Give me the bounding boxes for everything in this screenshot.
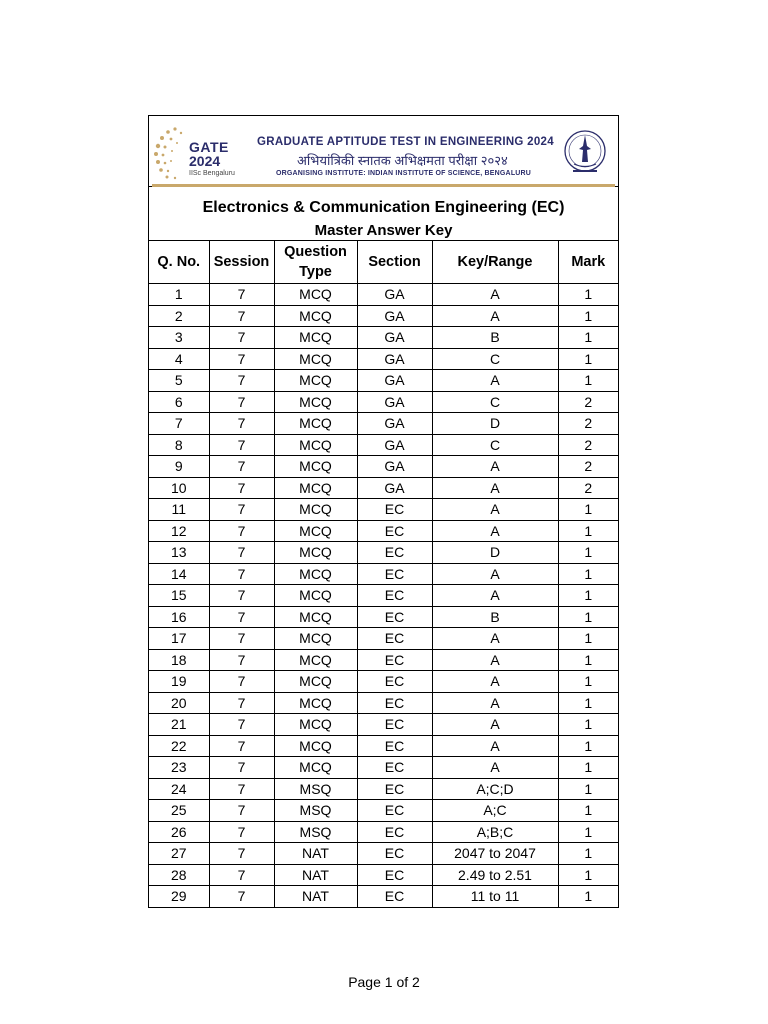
table-cell: A (432, 757, 558, 779)
table-cell: 16 (149, 606, 209, 628)
header-banner (149, 116, 618, 187)
table-cell: GA (357, 456, 432, 478)
column-header: Mark (558, 241, 618, 284)
organising-institute: ORGANISING INSTITUTE: INDIAN INSTITUTE OF SCIENCE, BENGALURU (276, 170, 532, 177)
table-cell: 7 (209, 692, 274, 714)
table-cell: 7 (149, 413, 209, 435)
table-row (149, 735, 618, 757)
table-cell: 1 (558, 864, 618, 886)
table-cell: A (432, 499, 558, 521)
table-cell: 7 (209, 843, 274, 865)
table-cell: EC (357, 606, 432, 628)
answer-key-sheet (148, 115, 619, 908)
table-cell: 1 (558, 327, 618, 349)
table-cell: MCQ (274, 499, 357, 521)
table-cell: 1 (558, 520, 618, 542)
table-row (149, 348, 618, 370)
subject-heading (149, 187, 618, 241)
table-cell: MCQ (274, 413, 357, 435)
table-cell: A (432, 735, 558, 757)
table-cell: EC (357, 843, 432, 865)
table-cell: MCQ (274, 348, 357, 370)
table-cell: A;C (432, 800, 558, 822)
table-cell: 2.49 to 2.51 (432, 864, 558, 886)
table-cell: 17 (149, 628, 209, 650)
table-cell: MCQ (274, 370, 357, 392)
gate-logo-year: 2024 (189, 153, 221, 169)
table-cell: EC (357, 757, 432, 779)
table-cell: 1 (558, 778, 618, 800)
table-cell: MCQ (274, 305, 357, 327)
table-cell: 2 (558, 413, 618, 435)
column-header: Session (209, 241, 274, 284)
table-row (149, 370, 618, 392)
table-cell: MSQ (274, 800, 357, 822)
table-cell: B (432, 327, 558, 349)
table-cell: EC (357, 692, 432, 714)
table-cell: MSQ (274, 821, 357, 843)
table-cell: D (432, 413, 558, 435)
table-cell: MCQ (274, 563, 357, 585)
table-cell: 25 (149, 800, 209, 822)
table-cell: EC (357, 735, 432, 757)
table-cell: 1 (558, 563, 618, 585)
table-cell: EC (357, 499, 432, 521)
table-cell: EC (357, 542, 432, 564)
table-cell: 2047 to 2047 (432, 843, 558, 865)
table-cell: 3 (149, 327, 209, 349)
table-cell: GA (357, 391, 432, 413)
table-cell: 27 (149, 843, 209, 865)
table-cell: 7 (209, 778, 274, 800)
table-row (149, 757, 618, 779)
table-cell: MCQ (274, 671, 357, 693)
table-cell: A (432, 714, 558, 736)
table-row (149, 778, 618, 800)
table-cell: A (432, 305, 558, 327)
table-cell: A (432, 477, 558, 499)
table-row (149, 585, 618, 607)
table-row (149, 563, 618, 585)
table-cell: 26 (149, 821, 209, 843)
table-row (149, 391, 618, 413)
table-row (149, 671, 618, 693)
table-cell: 2 (558, 456, 618, 478)
table-row (149, 413, 618, 435)
subject-name: Electronics & Communication Engineering (EC) (202, 199, 565, 216)
table-cell: 24 (149, 778, 209, 800)
table-cell: C (432, 348, 558, 370)
table-cell: 7 (209, 284, 274, 306)
table-cell: MCQ (274, 606, 357, 628)
table-cell: EC (357, 778, 432, 800)
table-cell: 22 (149, 735, 209, 757)
table-cell: NAT (274, 864, 357, 886)
table-cell: 2 (558, 434, 618, 456)
table-cell: 1 (558, 692, 618, 714)
table-row (149, 542, 618, 564)
table-cell: 7 (209, 348, 274, 370)
table-cell: 7 (209, 671, 274, 693)
table-cell: MCQ (274, 434, 357, 456)
table-cell: 7 (209, 563, 274, 585)
table-row (149, 628, 618, 650)
table-row (149, 649, 618, 671)
table-cell: 28 (149, 864, 209, 886)
table-cell: GA (357, 305, 432, 327)
table-cell: EC (357, 563, 432, 585)
table-header-row (149, 241, 618, 284)
table-cell: MCQ (274, 735, 357, 757)
table-body (149, 284, 618, 907)
table-cell: 1 (558, 649, 618, 671)
iisc-emblem-icon (560, 126, 610, 176)
table-cell: 1 (558, 886, 618, 907)
table-cell: 19 (149, 671, 209, 693)
gate-logo-org: IISc Bengaluru (189, 170, 235, 177)
table-cell: 18 (149, 649, 209, 671)
table-cell: EC (357, 821, 432, 843)
table-cell: 7 (209, 735, 274, 757)
table-cell: 7 (209, 886, 274, 907)
table-cell: 2 (558, 391, 618, 413)
table-cell: MCQ (274, 628, 357, 650)
table-cell: A (432, 692, 558, 714)
table-cell: MCQ (274, 456, 357, 478)
table-cell: 1 (558, 348, 618, 370)
gate-logo-word: GATE (189, 139, 229, 155)
table-cell: A (432, 585, 558, 607)
column-header: Question Type (274, 241, 357, 284)
table-cell: 29 (149, 886, 209, 907)
table-cell: MCQ (274, 757, 357, 779)
table-cell: MCQ (274, 520, 357, 542)
table-cell: GA (357, 477, 432, 499)
table-cell: 5 (149, 370, 209, 392)
table-row (149, 327, 618, 349)
answer-key-table (149, 241, 618, 907)
table-cell: A;C;D (432, 778, 558, 800)
table-row (149, 843, 618, 865)
table-cell: EC (357, 628, 432, 650)
table-cell: 7 (209, 520, 274, 542)
table-cell: A (432, 628, 558, 650)
table-cell: 11 (149, 499, 209, 521)
exam-title-hindi: अभियांत्रिकी स्नातक अभिक्षमता परीक्षा २०२४ (297, 153, 508, 168)
table-row (149, 456, 618, 478)
table-cell: 7 (209, 757, 274, 779)
table-cell: 1 (558, 585, 618, 607)
gate-logo (153, 121, 239, 183)
table-cell: MCQ (274, 477, 357, 499)
table-cell: 7 (209, 800, 274, 822)
table-cell: 7 (209, 391, 274, 413)
subject-subtitle: Master Answer Key (314, 222, 453, 239)
table-cell: 15 (149, 585, 209, 607)
table-cell: MCQ (274, 692, 357, 714)
table-cell: 1 (558, 800, 618, 822)
table-cell: 2 (149, 305, 209, 327)
table-row (149, 692, 618, 714)
table-cell: NAT (274, 843, 357, 865)
table-cell: NAT (274, 886, 357, 907)
table-cell: 7 (209, 542, 274, 564)
table-cell: GA (357, 413, 432, 435)
table-cell: 7 (209, 499, 274, 521)
table-cell: 11 to 11 (432, 886, 558, 907)
table-cell: 9 (149, 456, 209, 478)
table-cell: A;B;C (432, 821, 558, 843)
table-cell: 1 (558, 735, 618, 757)
exam-title: GRADUATE APTITUDE TEST IN ENGINEERING 2024 (257, 136, 554, 148)
table-cell: 7 (209, 477, 274, 499)
table-cell: 7 (209, 606, 274, 628)
gate-logo-dots-icon (153, 121, 193, 183)
table-cell: 1 (558, 606, 618, 628)
table-cell: 1 (558, 843, 618, 865)
table-cell: C (432, 434, 558, 456)
table-cell: A (432, 520, 558, 542)
table-row (149, 520, 618, 542)
table-cell: MCQ (274, 284, 357, 306)
table-cell: 4 (149, 348, 209, 370)
table-cell: 7 (209, 370, 274, 392)
table-cell: 7 (209, 327, 274, 349)
table-cell: MCQ (274, 585, 357, 607)
table-cell: GA (357, 348, 432, 370)
table-cell: A (432, 649, 558, 671)
table-row (149, 477, 618, 499)
page-number: Page 1 of 2 (348, 974, 420, 990)
table-cell: 7 (209, 585, 274, 607)
table-cell: B (432, 606, 558, 628)
table-cell: 13 (149, 542, 209, 564)
table-cell: EC (357, 520, 432, 542)
table-cell: EC (357, 649, 432, 671)
column-header: Key/Range (432, 241, 558, 284)
column-header: Section (357, 241, 432, 284)
table-cell: 7 (209, 864, 274, 886)
table-cell: 12 (149, 520, 209, 542)
table-row (149, 864, 618, 886)
table-row (149, 886, 618, 907)
table-cell: 1 (558, 284, 618, 306)
table-cell: 1 (558, 499, 618, 521)
table-cell: A (432, 456, 558, 478)
table-cell: 1 (558, 370, 618, 392)
table-cell: 1 (558, 821, 618, 843)
table-cell: C (432, 391, 558, 413)
table-cell: 1 (558, 757, 618, 779)
table-cell: 1 (558, 714, 618, 736)
table-cell: 23 (149, 757, 209, 779)
banner-rule (152, 184, 615, 187)
table-cell: 1 (558, 305, 618, 327)
table-cell: A (432, 563, 558, 585)
table-cell: EC (357, 585, 432, 607)
table-cell: 7 (209, 628, 274, 650)
table-cell: GA (357, 327, 432, 349)
table-cell: A (432, 370, 558, 392)
table-cell: EC (357, 886, 432, 907)
table-cell: EC (357, 671, 432, 693)
table-cell: 7 (209, 714, 274, 736)
table-cell: 2 (558, 477, 618, 499)
table-cell: 20 (149, 692, 209, 714)
table-cell: 10 (149, 477, 209, 499)
table-cell: D (432, 542, 558, 564)
table-row (149, 499, 618, 521)
table-cell: EC (357, 800, 432, 822)
table-cell: 6 (149, 391, 209, 413)
table-cell: 7 (209, 413, 274, 435)
table-cell: 1 (149, 284, 209, 306)
table-cell: 7 (209, 821, 274, 843)
column-header: Q. No. (149, 241, 209, 284)
table-cell: 14 (149, 563, 209, 585)
table-cell: MCQ (274, 649, 357, 671)
table-cell: MSQ (274, 778, 357, 800)
table-row (149, 284, 618, 306)
table-cell: 1 (558, 671, 618, 693)
table-cell: MCQ (274, 391, 357, 413)
table-cell: A (432, 284, 558, 306)
table-cell: GA (357, 434, 432, 456)
table-cell: EC (357, 864, 432, 886)
table-cell: 7 (209, 434, 274, 456)
table-row (149, 821, 618, 843)
table-row (149, 800, 618, 822)
table-row (149, 606, 618, 628)
table-row (149, 714, 618, 736)
table-cell: A (432, 671, 558, 693)
table-cell: GA (357, 370, 432, 392)
table-cell: 1 (558, 542, 618, 564)
table-cell: 1 (558, 628, 618, 650)
table-row (149, 305, 618, 327)
table-cell: 21 (149, 714, 209, 736)
table-cell: MCQ (274, 714, 357, 736)
table-cell: 8 (149, 434, 209, 456)
table-cell: 7 (209, 649, 274, 671)
table-cell: MCQ (274, 327, 357, 349)
table-cell: 7 (209, 456, 274, 478)
table-cell: 7 (209, 305, 274, 327)
table-cell: EC (357, 714, 432, 736)
table-cell: GA (357, 284, 432, 306)
table-cell: MCQ (274, 542, 357, 564)
table-row (149, 434, 618, 456)
